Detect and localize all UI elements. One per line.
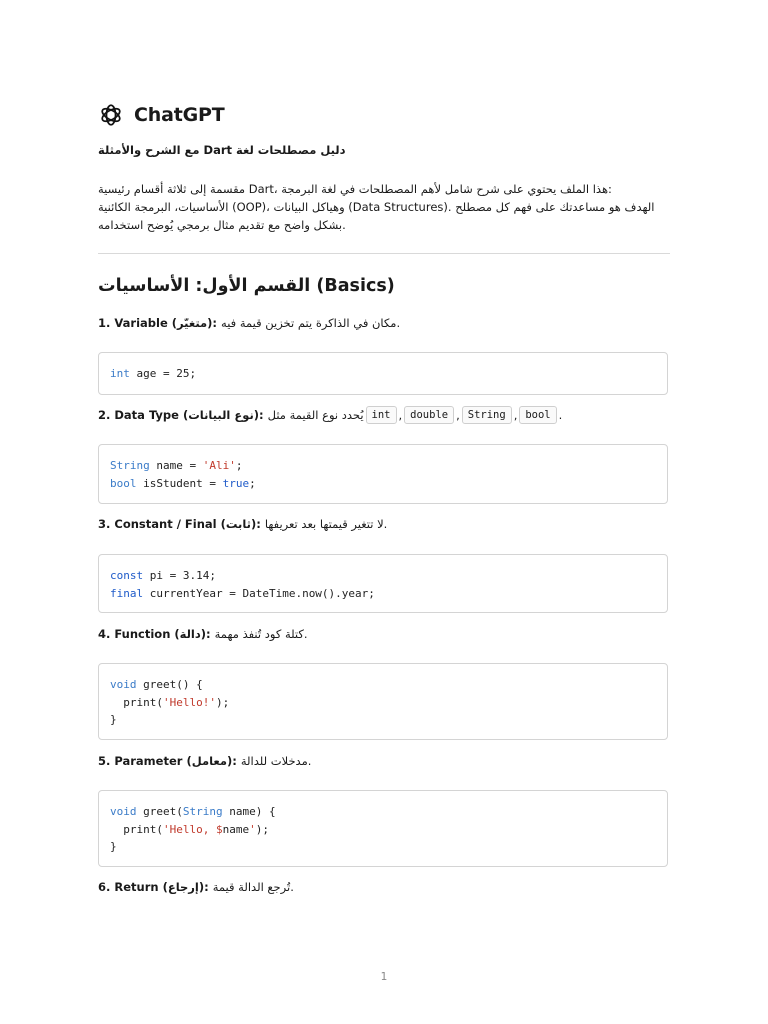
code-text: ; — [235, 459, 243, 472]
code-text: age = 25; — [129, 367, 197, 380]
term-label: 2. Data Type (نوع البيانات): — [98, 408, 264, 422]
code-keyword: void — [110, 805, 137, 818]
term-label: 1. Variable (متغيّر): — [98, 316, 218, 330]
code-text: name) { — [222, 805, 276, 818]
term-parameter — [98, 754, 311, 768]
code-text: } — [110, 840, 117, 853]
code-text: print( — [110, 822, 163, 836]
code-keyword: bool — [110, 476, 137, 490]
code-text: currentYear = DateTime.now().year; — [143, 586, 375, 600]
code-block-parameter — [98, 790, 668, 867]
type-pill: int — [366, 406, 397, 424]
code-text: greet() { — [136, 678, 203, 691]
term-label: 4. Function (دالة): — [98, 627, 211, 641]
code-keyword: void — [110, 678, 137, 691]
openai-logo-icon — [98, 102, 124, 128]
code-string: 'Hello, $ — [162, 822, 223, 836]
term-data-type: 2. Data Type (نوع البيانات): يُحدد نوع القيمة مثل int , double , String , bool . — [98, 408, 563, 422]
term-description: مدخلات للدالة. — [240, 754, 312, 768]
term-description: مكان في الذاكرة يتم تخزين قيمة فيه. — [221, 316, 401, 330]
code-string: 'Ali' — [202, 459, 236, 472]
code-keyword: int — [110, 367, 130, 380]
intro-line: الأساسيات، البرمجة الكائنية (OOP)، وهياكل البيانات (Data Structures). الهدف هو مساعدتك على فهم كل مصطلح — [98, 200, 655, 214]
term-description: يُحدد نوع القيمة مثل — [267, 408, 364, 422]
code-block-function — [98, 663, 668, 740]
term-label: 6. Return (إرجاع): — [98, 880, 209, 894]
code-string: 'Hello!' — [162, 695, 216, 709]
term-description: كتلة كود تُنفذ مهمة. — [214, 627, 308, 641]
code-text: ); — [215, 695, 230, 709]
term-description: لا تتغير قيمتها بعد تعريفها. — [264, 517, 388, 531]
term-label: 5. Parameter (معامل): — [98, 754, 237, 768]
intro-line: مقسمة إلى ثلاثة أقسام رئيسية Dart، هذا الملف يحتوي على شرح شامل لأهم المصطلحات في لغة البرمجة: — [98, 182, 612, 196]
intro-line: بشكل واضح مع تقديم مثال برمجي يُوضح استخدامه. — [98, 218, 346, 232]
document-title: مع الشرح والأمثلة Dart دليل مصطلحات لغة — [98, 143, 346, 157]
code-keyword: String — [110, 459, 150, 472]
code-string: ' — [249, 822, 256, 836]
divider — [98, 253, 670, 254]
logo-text: ChatGPT — [134, 104, 225, 126]
term-constant — [98, 517, 387, 531]
code-literal: true — [222, 476, 250, 490]
type-pill: String — [462, 406, 512, 424]
type-pill: bool — [519, 406, 556, 424]
code-text: } — [110, 713, 117, 726]
code-text: name — [222, 822, 250, 836]
header-logo — [98, 100, 224, 130]
code-text: ); — [255, 822, 269, 836]
term-function — [98, 627, 308, 641]
page-number: 1 — [380, 971, 388, 983]
code-text: print( — [110, 695, 163, 709]
intro-paragraph — [98, 180, 670, 234]
code-block-variable — [98, 352, 668, 395]
term-description: تُرجع الدالة قيمة. — [212, 880, 294, 894]
section-heading: القسم الأول: الأساسيات (Basics) — [98, 276, 395, 296]
code-keyword: const — [110, 569, 144, 582]
term-return — [98, 880, 294, 894]
type-pill: double — [404, 406, 454, 424]
term-label: 3. Constant / Final (ثابت): — [98, 517, 261, 531]
code-block-constant — [98, 554, 668, 613]
code-block-data-type — [98, 444, 668, 504]
term-variable — [98, 316, 400, 330]
code-text: ; — [249, 476, 256, 490]
code-text: isStudent = — [136, 476, 223, 490]
code-keyword: final — [110, 586, 144, 600]
code-text: greet( — [136, 805, 183, 818]
code-keyword: String — [182, 805, 223, 818]
code-text: name = — [149, 459, 203, 472]
code-text: pi = 3.14; — [143, 569, 216, 582]
